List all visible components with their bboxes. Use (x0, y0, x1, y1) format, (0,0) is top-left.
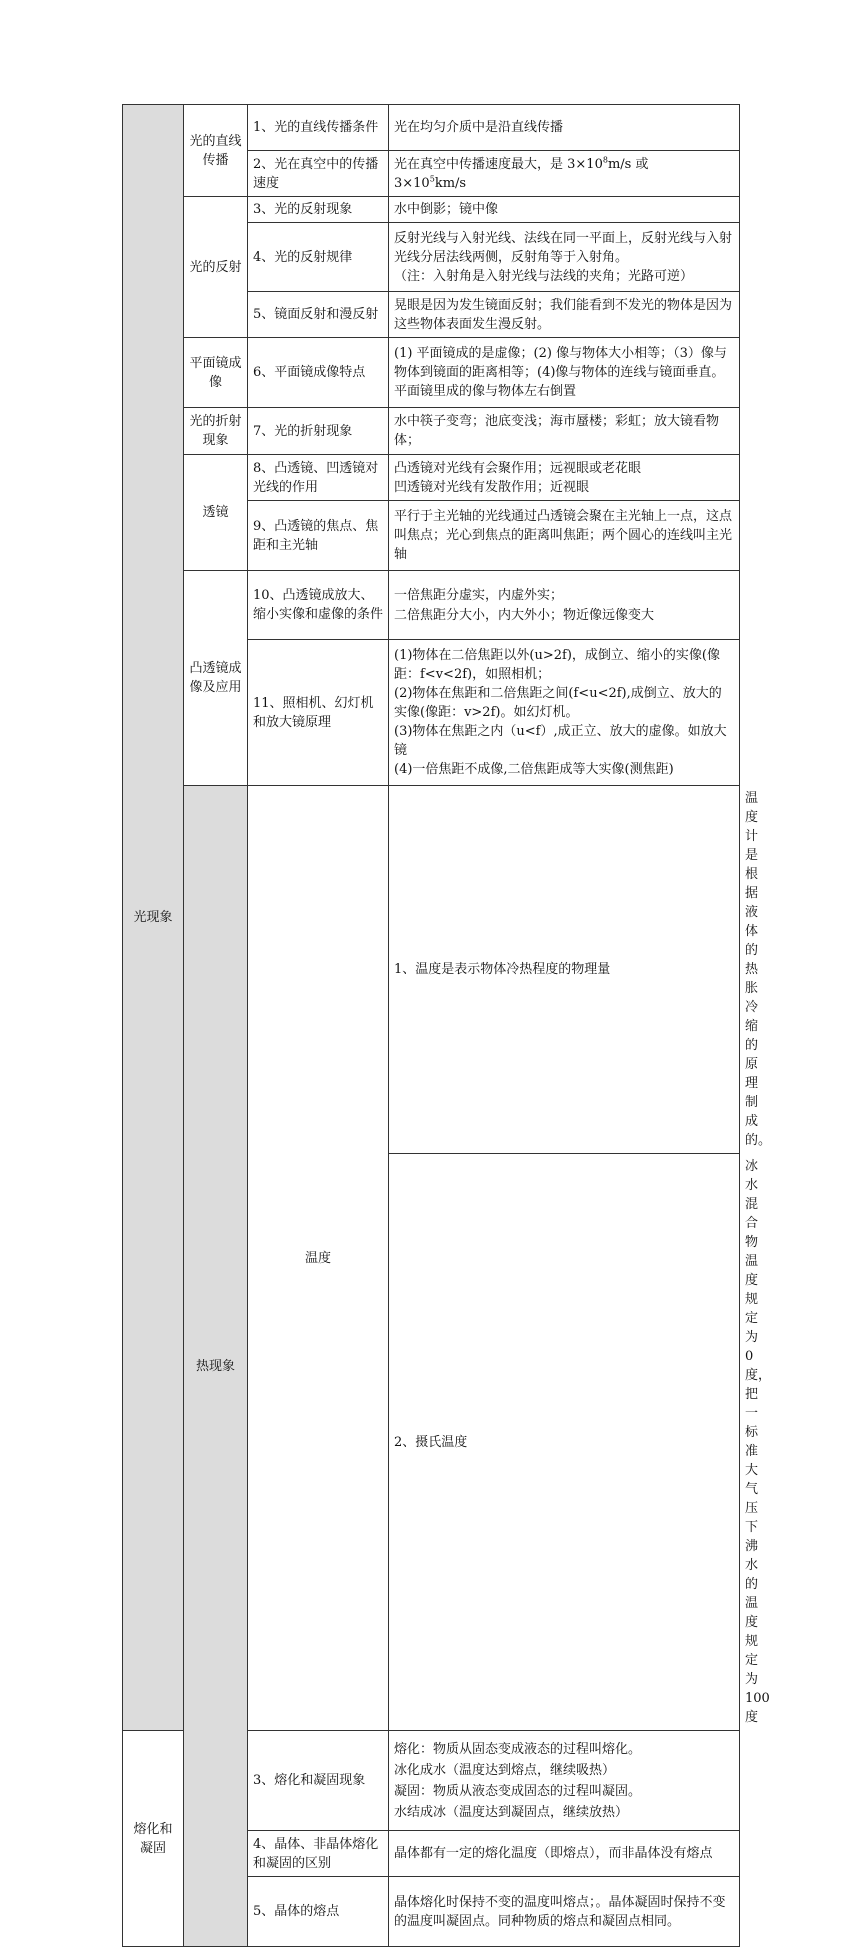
content-line: （注：入射角是入射光线与法线的夹角；光路可逆） (394, 268, 694, 284)
item-title: 4、光的反射规律 (248, 223, 389, 292)
content-line: 晃眼是因为发生镜面反射；我们能看到不发光的物体是因为这些物体表面发生漫反射。 (394, 297, 733, 332)
content-line: 水中倒影；镜中像 (394, 202, 499, 217)
content-line: 水结成冰（温度达到凝固点，继续放热） (394, 1804, 629, 1820)
item-content (389, 455, 740, 501)
content-line: 二倍焦距分大小，内大外小；物近像远像变大 (394, 607, 655, 623)
topic-melting-freezing: 熔化和凝固 (123, 1731, 184, 1947)
knowledge-table: 光现象 光的直线传播 1、光的直线传播条件 光在均匀介质中是沿直线传播 2、光在真空中的传播速度 光在真空中传播速度最大，是 $3\times 10^8m/s$ 或 $3\times 10^5km/s$ 光的反射 3、光的反射现象 水中倒影；镜中像 4、光的反射规律 反射光线与入射光线、法线在同一平面上，反射光线与入射光线分居法线两侧，反射角等于入射角。 （注：入射角是入射光线与法线的夹角；光路可逆） 5、镜面反射和漫反射 晃眼是因为发生镜面反射；我们能看到不发光的物体是因为这些物体表面发生漫反射。 平面镜成像 6、平面镜成像特点 (1) 平面镜成的是虚像；(2) 像与物体大小相等；（3）像与物体到镜面的距离相等；(4)像与物体的连线与镜面垂直。平面镜里成的像与物体左右倒置 光的折射现象 7、光的折射现象 水中筷子变弯；池底变浅；海市蜃楼；彩虹；放大镜看物体； 透镜 8、凸透镜、凹透镜对光线的作用 凸透镜对光线有会聚作用；远视眼或老花眼 凹透镜对光线有发散作用；近视眼 9、凸透镜的焦点、焦距和主光轴 平行于主光轴的光线通过凸透镜会聚在主光轴上一点，这点叫焦点；光心到焦点的距离叫焦距；两个圆心的连线叫主光轴 凸透镜成像及应用 10、凸透镜成放大、缩小实像和虚像的条件 一倍焦距分虚实，内虚外实； 二倍焦距分大小，内大外小；物近像远像变大 11、照相机、幻灯机和放大镜原理 (1)物体在二倍焦距以外(u>2f)，成倒立、缩小的实像(像距：f<v<2f)，如照相机； (2)物体在焦距和二倍焦距之间(f<u<2f),成倒立、放大的实像(像距：v>2f)。如幻灯机。 (3)物体在焦距之内（u<f）,成正立、放大的虚像。如放大镜 (4)一倍焦距不成像,二倍焦距成等大实像(测焦距) 热现象 温度 1、温度是表示物体冷热程度的物理量 温度计是根据液体的热胀冷缩的原理制成的。 2、摄氏温度 冰水混合物温度规定为 0 度，把一标准大气压下沸水的温度规定为 100 度 熔化和凝固 3、熔化和凝固现象 熔化：物质从固态变成液态的过程叫熔化。 冰化成水（温度达到熔点，继续吸热） 凝固：物质从液态变成固态的过程叫凝固。 水结成冰（温度达到凝固点，继续放热） 4、晶体、非晶体熔化和凝固的区别 晶体都有一定的熔化温度（即熔点），而非晶体没有熔点 5、晶体的熔点 晶体熔化时保持不变的温度叫熔点；。晶体凝固时保持不变的温度叫凝固点。同种物质的熔点和凝固点相同。 (122, 104, 740, 1947)
section-light: 光现象 (123, 105, 184, 1731)
topic-straight-line: 光的直线传播 (184, 105, 248, 197)
item-title: 9、凸透镜的焦点、焦距和主光轴 (248, 501, 389, 571)
topic-convex-imaging: 凸透镜成像及应用 (184, 571, 248, 786)
topic-temperature: 温度 (248, 786, 389, 1731)
item-title: 8、凸透镜、凹透镜对光线的作用 (248, 455, 389, 501)
item-title: 10、凸透镜成放大、缩小实像和虚像的条件 (248, 571, 389, 640)
content-line: 凝固：物质从液态变成固态的过程叫凝固。 (394, 1783, 642, 1799)
item-title: 1、光的直线传播条件 (248, 105, 389, 151)
content-line: (1)物体在二倍焦距以外(u>2f)，成倒立、缩小的实像(像距：f<v<2f)，如照相机； (394, 648, 720, 682)
topic-refraction: 光的折射现象 (184, 408, 248, 455)
speed-text: 3×10 (394, 175, 430, 191)
content-line: 晶体熔化时保持不变的温度叫熔点；。晶体凝固时保持不变的温度叫凝固点。同种物质的熔点和凝固点相同。 (394, 1894, 726, 1929)
content-line: 熔化：物质从固态变成液态的过程叫熔化。 (394, 1741, 642, 1757)
item-content (389, 197, 740, 223)
item-content (389, 1731, 740, 1831)
speed-text: 光在真空中传播速度最大，是 3×10 (394, 156, 603, 172)
item-title: 2、摄氏温度 (389, 1154, 740, 1731)
content-line: (2)物体在焦距和二倍焦距之间(f<u<2f),成倒立、放大的实像(像距：v>2f)。如幻灯机。 (394, 686, 722, 720)
item-title: 11、照相机、幻灯机和放大镜原理 (248, 640, 389, 786)
item-content (389, 223, 740, 292)
item-title: 4、晶体、非晶体熔化和凝固的区别 (248, 1831, 389, 1877)
item-content (389, 501, 740, 571)
item-content (389, 151, 740, 197)
content-line: 一倍焦距分虚实，内虚外实； (394, 587, 564, 603)
item-content (389, 640, 740, 786)
content-line (394, 155, 734, 174)
topic-reflection: 光的反射 (184, 197, 248, 338)
item-title: 5、镜面反射和漫反射 (248, 292, 389, 338)
speed-text: km/s (434, 175, 467, 191)
item-title: 5、晶体的熔点 (248, 1877, 389, 1947)
content-line: 反射光线与入射光线、法线在同一平面上，反射光线与入射光线分居法线两侧，反射角等于入射角。 (394, 230, 733, 265)
content-line: 凹透镜对光线有发散作用；近视眼 (394, 479, 590, 495)
speed-text: m/s 或 (607, 156, 649, 172)
item-title: 3、光的反射现象 (248, 197, 389, 223)
content-line: 平行于主光轴的光线通过凸透镜会聚在主光轴上一点，这点叫焦点；光心到焦点的距离叫焦距；两个圆心的连线叫主光轴 (394, 509, 733, 562)
section-heat: 热现象 (184, 786, 248, 1947)
item-content (389, 292, 740, 338)
topic-lens: 透镜 (184, 455, 248, 571)
content-line: 晶体都有一定的熔化温度（即熔点），而非晶体没有熔点 (394, 1846, 713, 1861)
topic-plane-mirror: 平面镜成像 (184, 338, 248, 408)
item-title: 6、平面镜成像特点 (248, 338, 389, 408)
item-content (389, 408, 740, 455)
speed-exponent: 5 (429, 174, 435, 184)
item-title: 3、熔化和凝固现象 (248, 1731, 389, 1831)
item-title: 2、光在真空中的传播速度 (248, 151, 389, 197)
content-line: (3)物体在焦距之内（u<f）,成正立、放大的虚像。如放大镜 (394, 724, 727, 758)
item-content (389, 1831, 740, 1877)
item-content (389, 105, 740, 151)
content-line: 光在均匀介质中是沿直线传播 (394, 120, 564, 135)
speed-exponent: 8 (602, 155, 608, 165)
content-line: 冰化成水（温度达到熔点，继续吸热） (394, 1762, 616, 1778)
item-content (389, 1877, 740, 1947)
item-content (389, 338, 740, 408)
content-line (394, 174, 734, 193)
content-line: (1) 平面镜成的是虚像；(2) 像与物体大小相等；（3）像与物体到镜面的距离相等；(4)像与物体的连线与镜面垂直。平面镜里成的像与物体左右倒置 (394, 346, 727, 399)
content-line: (4)一倍焦距不成像,二倍焦距成等大实像(测焦距) (394, 762, 674, 777)
item-title: 7、光的折射现象 (248, 408, 389, 455)
content-line: 凸透镜对光线有会聚作用；远视眼或老花眼 (394, 460, 642, 476)
item-content (389, 571, 740, 640)
item-title: 1、温度是表示物体冷热程度的物理量 (389, 786, 740, 1154)
content-line: 水中筷子变弯；池底变浅；海市蜃楼；彩虹；放大镜看物体； (394, 414, 720, 448)
